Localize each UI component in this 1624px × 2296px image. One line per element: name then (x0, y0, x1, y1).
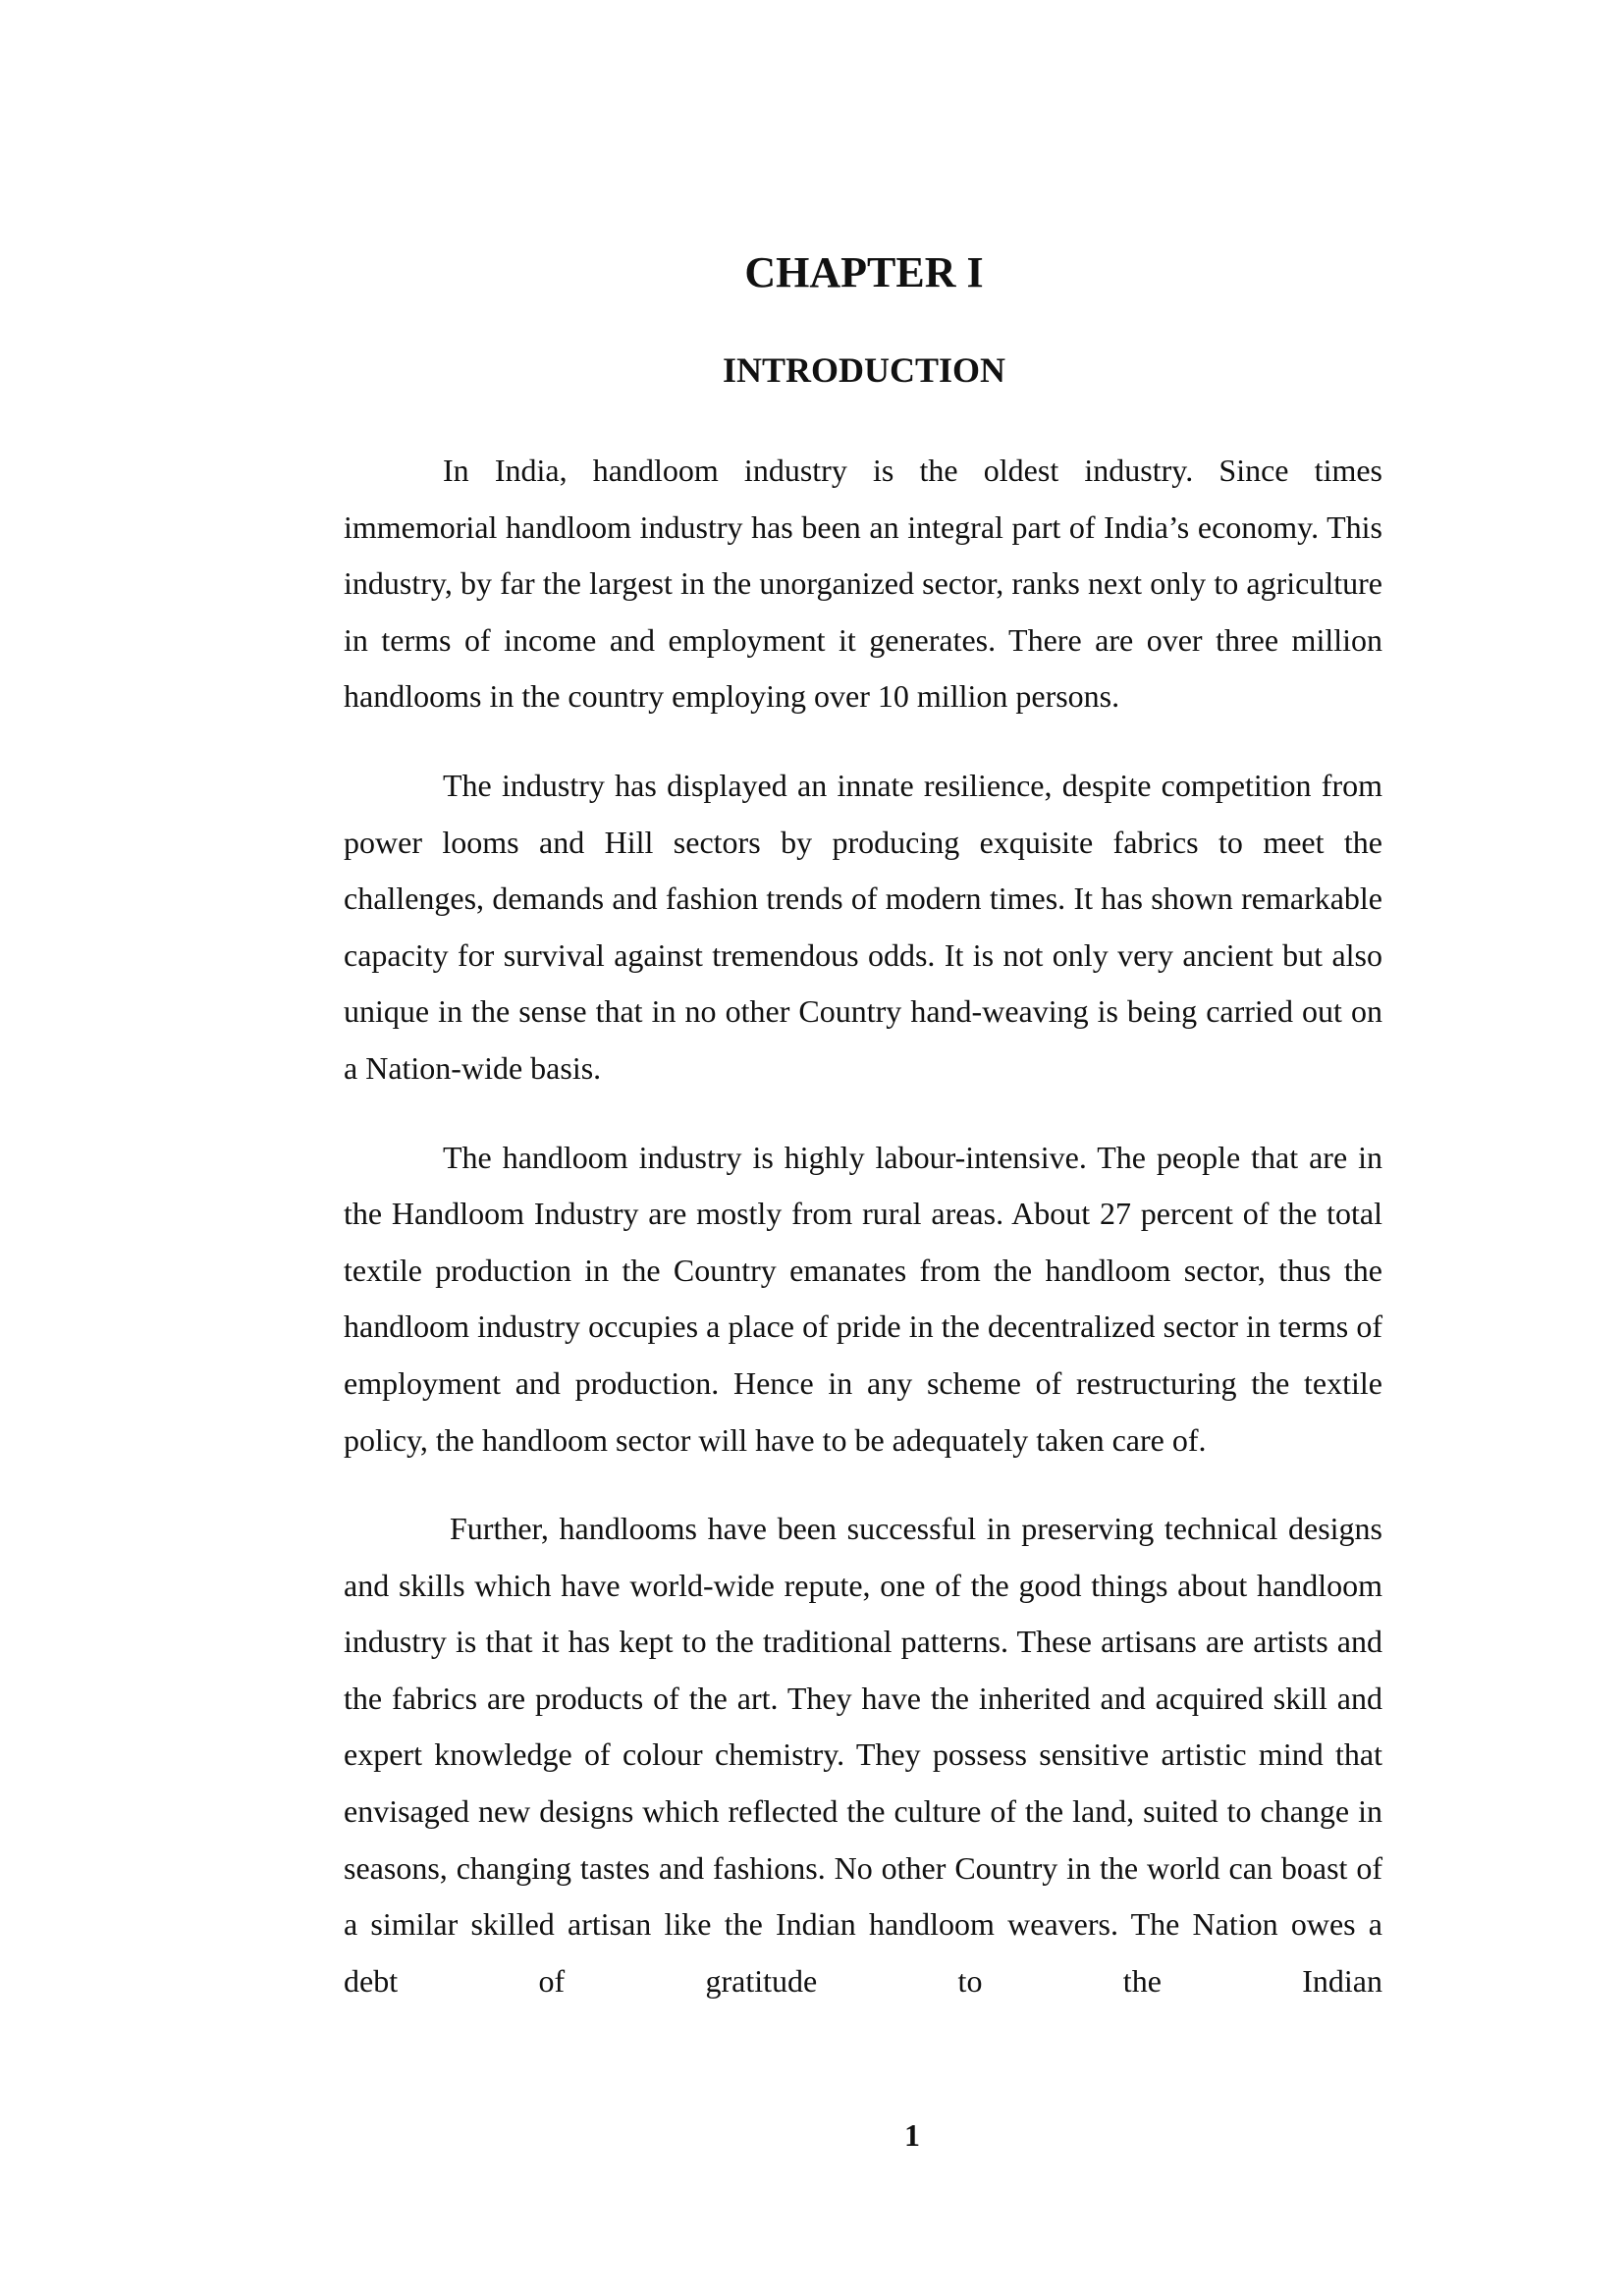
paragraph-4: Further, handlooms have been successful in preserving technical designs and skills which have world-wide repute, one of the good things about handloom industry is that it has kept to the traditional patterns. These artisans are artists and the fabrics are products of the art. They have the inherited and acquired skill and expert knowledge of colour chemistry. They possess sensitive artistic mind that envisaged new designs which reflected the culture of the land, suited to change in seasons, changing tastes and fashions. No other Country in the world can boast of a similar skilled artisan like the Indian handloom weavers. The Nation owes a debt of gratitude to the Indian (344, 1511, 1382, 1999)
paragraph-3: The handloom industry is highly labour-intensive. The people that are in the Handloom Industry are mostly from rural areas. About 27 percent of the total textile production in the Country emanates from the handloom sector, thus the handloom industry occupies a place of pride in the decentralized sector in terms of employment and production. Hence in any scheme of restructuring the textile policy, the handloom sector will have to be adequately taken care of. (344, 1139, 1382, 1458)
chapter-label: CHAPTER I (744, 248, 984, 296)
paragraph-1: In India, handloom industry is the oldest industry. Since times immemorial handloom industry has been an integral part of India’s economy. This industry, by far the largest in the unorganized sector, ranks next only to agriculture in terms of income and employment it generates. There are over three million handlooms in the country employing over 10 million persons. (344, 453, 1382, 715)
body-text (344, 443, 1382, 2042)
page-number: 1 (904, 2117, 920, 2153)
paragraph-2: The industry has displayed an innate resilience, despite competition from power looms and Hill sectors by producing exquisite fabrics to meet the challenges, demands and fashion trends of modern times. It has shown remarkable capacity for survival against tremendous odds. It is not only very ancient but also unique in the sense that in no other Country hand-weaving is being carried out on a Nation-wide basis. (344, 767, 1382, 1086)
chapter-title: INTRODUCTION (722, 350, 1006, 390)
